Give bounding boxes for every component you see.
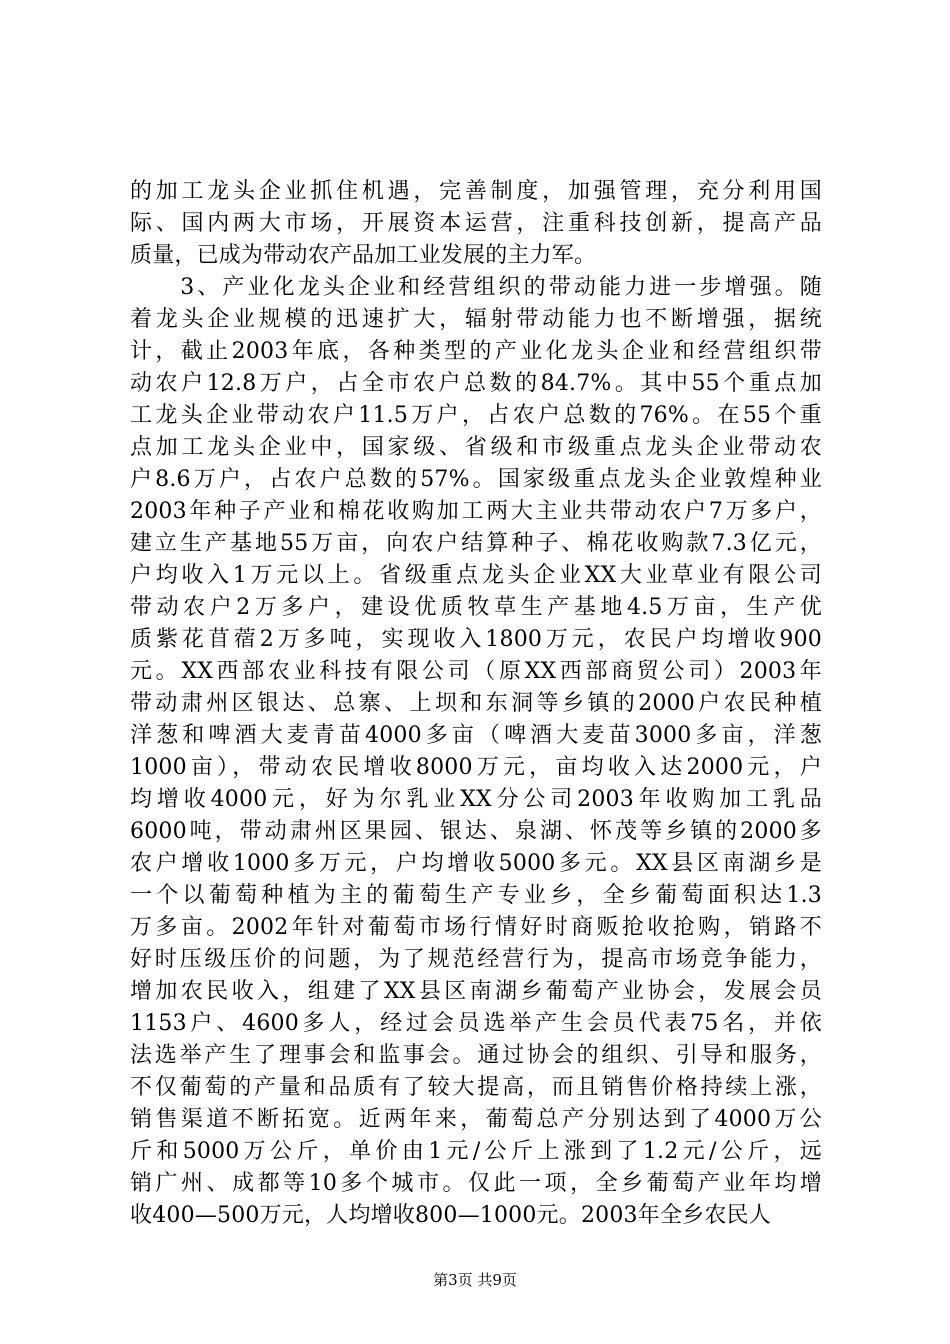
text-line: 带动农户2万多户，建设优质牧草生产基地4.5万亩，生产优 xyxy=(130,595,822,620)
text-line: 3、产业化龙头企业和经营组织的带动能力进一步增强。随 xyxy=(130,275,822,300)
text-line: 好时压级压价的问题，为了规范经营行为，提高市场竞争能力， xyxy=(130,947,822,972)
text-line: 带动肃州区银达、总寨、上坝和东洞等乡镇的2000户农民种植 xyxy=(130,691,822,716)
text-line: 洋葱和啤酒大麦青苗4000多亩（啤酒大麦苗3000多亩，洋葱 xyxy=(130,723,822,748)
text-line: 均增收4000元，好为尔乳业XX分公司2003年收购加工乳品 xyxy=(130,787,822,812)
text-line: 农户增收1000多万元，户均增收5000多元。XX县区南湖乡是 xyxy=(130,851,822,876)
text-line: 1000亩），带动农民增收8000万元，亩均收入达2000元，户 xyxy=(130,755,822,780)
text-line: 1153户、4600多人，经过会员选举产生会员代表75名，并依 xyxy=(130,1011,822,1036)
text-line: 建立生产基地55万亩，向农户结算种子、棉花收购款7.3亿元， xyxy=(130,531,822,556)
text-line: 不仅葡萄的产量和品质有了较大提高，而且销售价格持续上涨， xyxy=(130,1075,822,1100)
text-line: 销售渠道不断拓宽。近两年来，葡萄总产分别达到了4000万公 xyxy=(130,1107,822,1132)
text-line: 计，截止2003年底，各种类型的产业化龙头企业和经营组织带 xyxy=(130,339,822,364)
text-line: 质量，已成为带动农产品加工业发展的主力军。 xyxy=(130,243,597,268)
text-line: 工龙头企业带动农户11.5万户，占农户总数的76%。在55个重 xyxy=(130,403,822,428)
text-line: 斤和5000万公斤，单价由1元/公斤上涨到了1.2元/公斤，远 xyxy=(130,1139,822,1164)
text-line: 户8.6万户，占农户总数的57%。国家级重点龙头企业敦煌种业 xyxy=(130,467,822,492)
text-line: 一个以葡萄种植为主的葡萄生产专业乡，全乡葡萄面积达1.3 xyxy=(130,883,822,908)
text-line: 际、国内两大市场，开展资本运营，注重科技创新，提高产品 xyxy=(130,211,822,236)
text-line: 的加工龙头企业抓住机遇，完善制度，加强管理，充分利用国 xyxy=(130,179,822,204)
page-footer xyxy=(0,1270,950,1290)
text-line: 着龙头企业规模的迅速扩大，辐射带动能力也不断增强，据统 xyxy=(130,307,822,332)
text-line: 户均收入1万元以上。省级重点龙头企业XX大业草业有限公司 xyxy=(130,563,822,588)
text-line: 6000吨，带动肃州区果园、银达、泉湖、怀茂等乡镇的2000多 xyxy=(130,819,822,844)
text-line: 元。XX西部农业科技有限公司（原XX西部商贸公司）2003年 xyxy=(130,659,822,684)
body-text xyxy=(130,176,822,1232)
text-line: 法选举产生了理事会和监事会。通过协会的组织、引导和服务， xyxy=(130,1043,822,1068)
text-line: 万多亩。2002年针对葡萄市场行情好时商贩抢收抢购，销路不 xyxy=(130,915,822,940)
text-line: 销广州、成都等10多个城市。仅此一项，全乡葡萄产业年均增 xyxy=(130,1171,822,1196)
text-line: 点加工龙头企业中，国家级、省级和市级重点龙头企业带动农 xyxy=(130,435,822,460)
page-number-label: 第3页 共9页 xyxy=(433,1271,517,1289)
text-line: 动农户12.8万户，占全市农户总数的84.7%。其中55个重点加 xyxy=(130,371,822,396)
text-line: 增加农民收入，组建了XX县区南湖乡葡萄产业协会，发展会员 xyxy=(130,979,822,1004)
text-line: 质紫花苜蓿2万多吨，实现收入1800万元，农民户均增收900 xyxy=(130,627,822,652)
text-line: 2003年种子产业和棉花收购加工两大主业共带动农户7万多户， xyxy=(130,499,822,524)
text-line: 收400—500万元，人均增收800—1000元。2003年全乡农民人 xyxy=(130,1203,771,1228)
